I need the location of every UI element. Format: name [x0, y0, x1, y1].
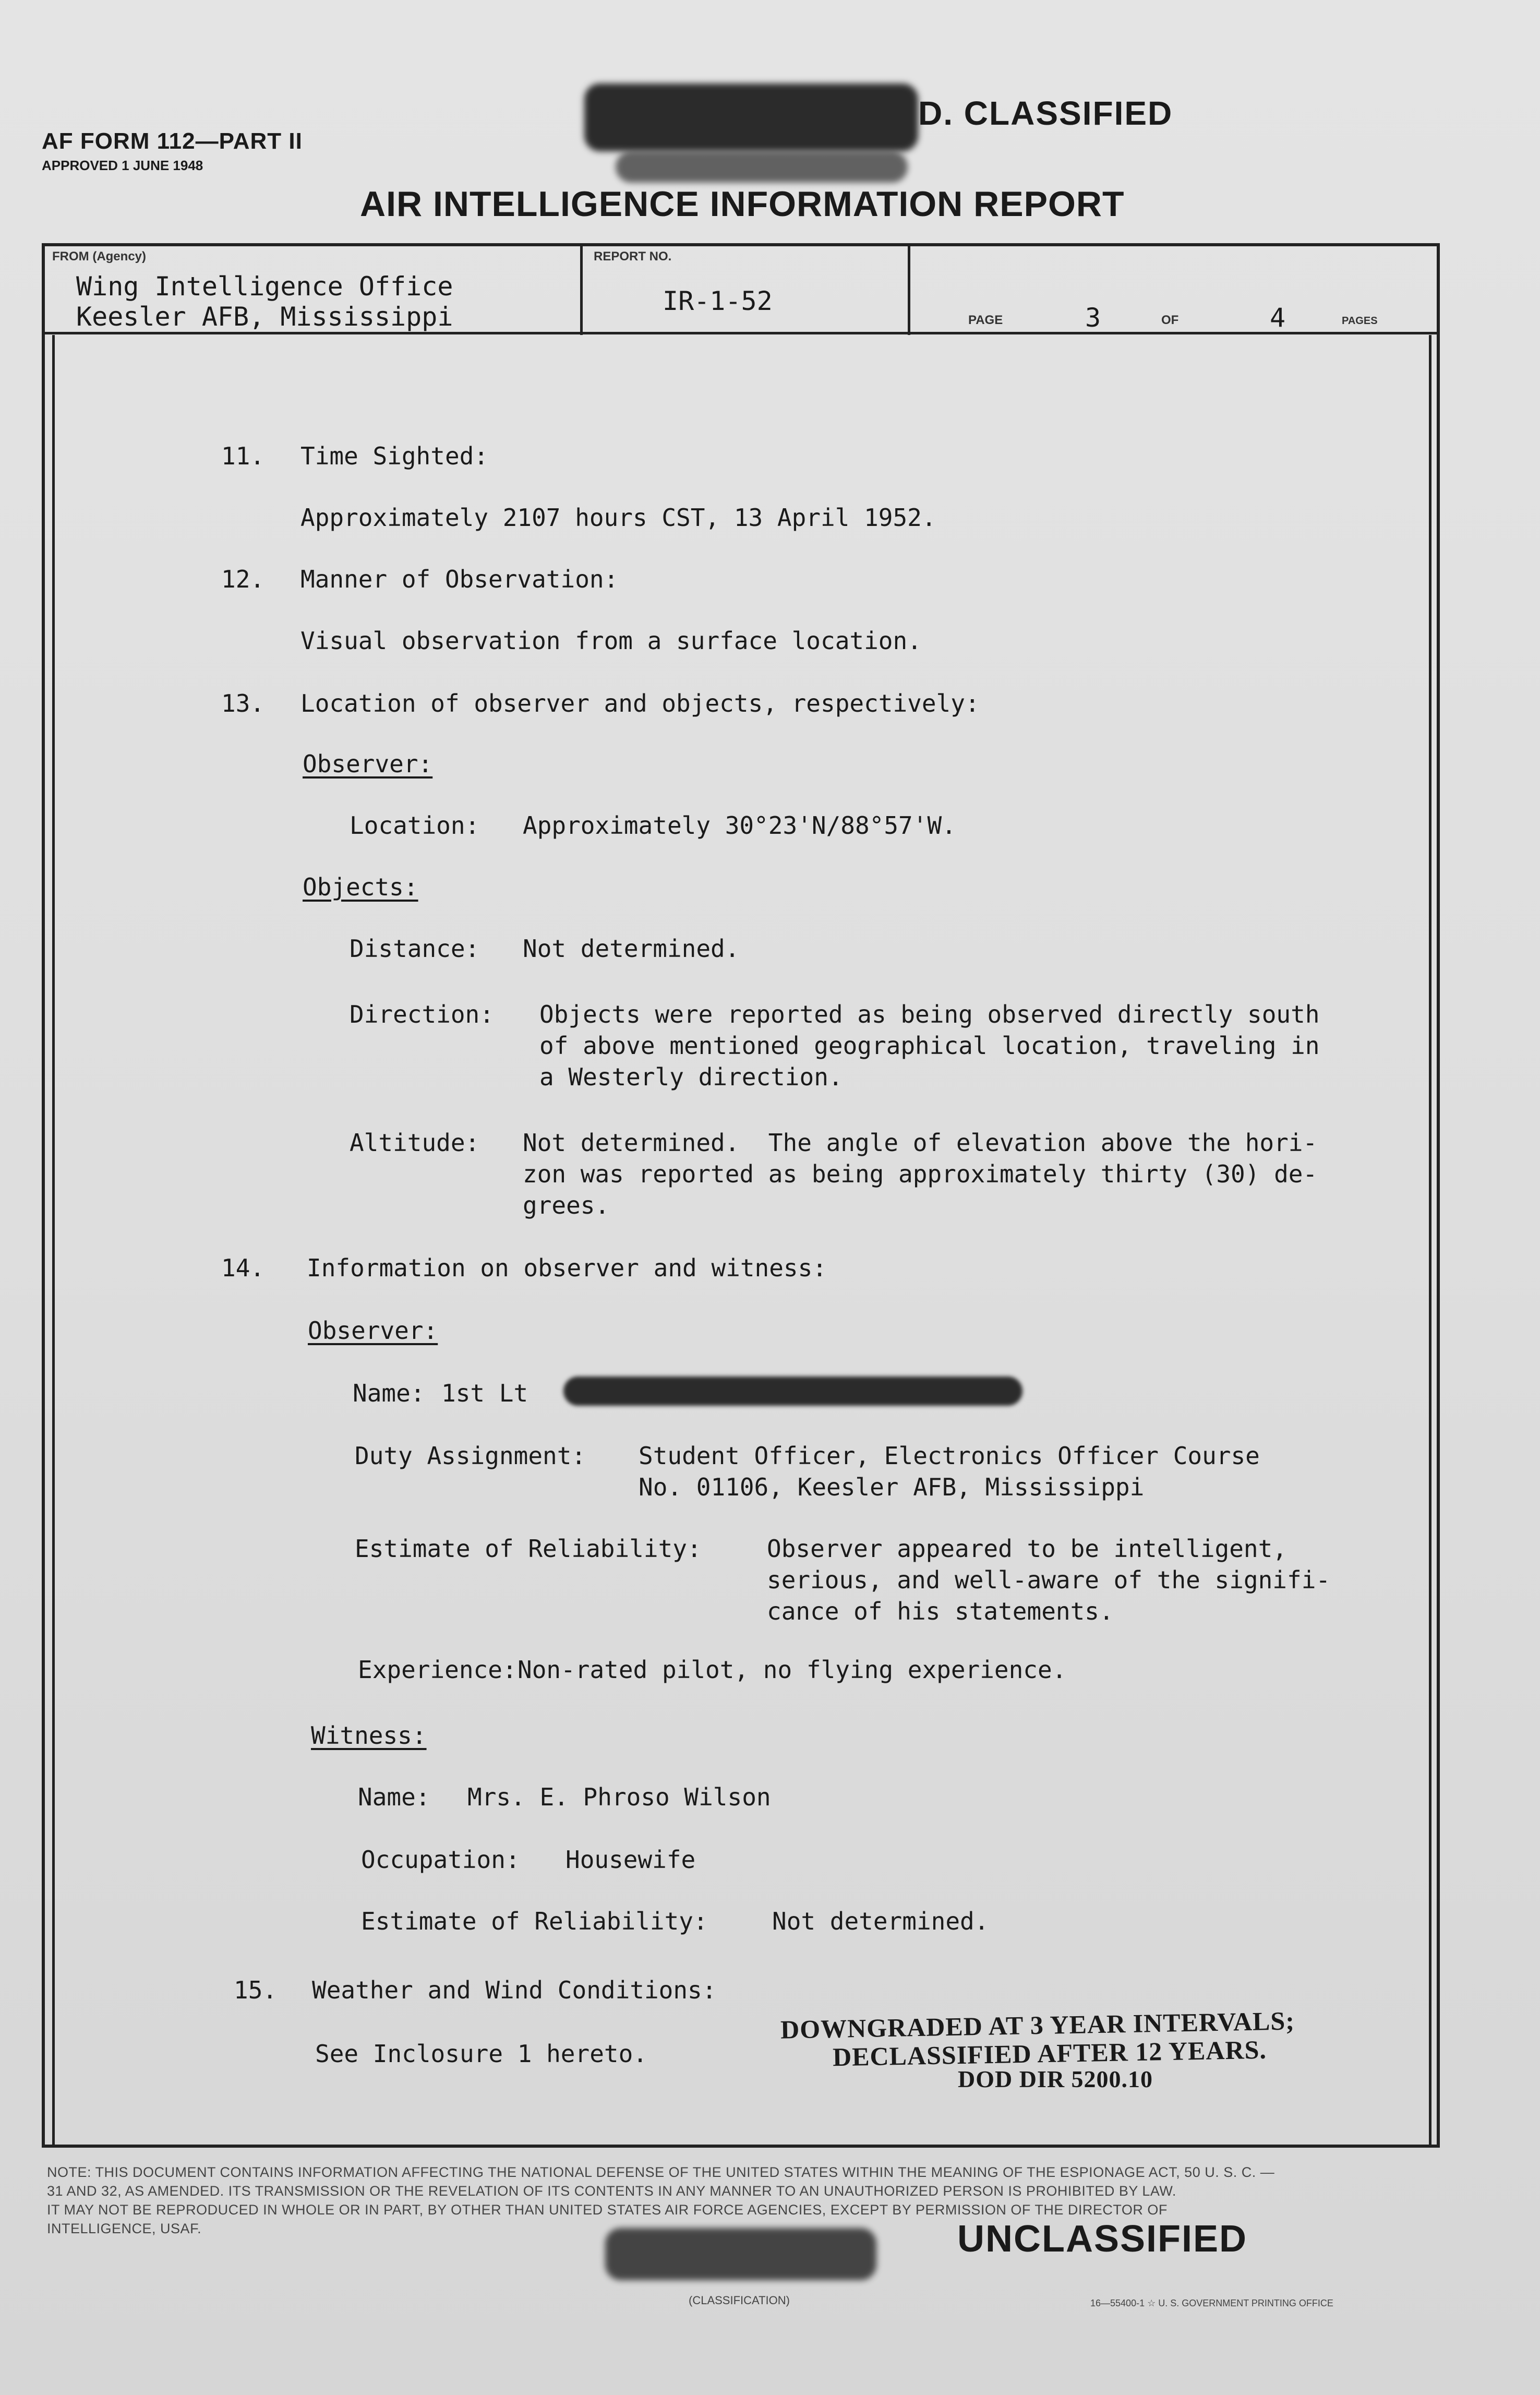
experience-value: Non-rated pilot, no flying experience.: [518, 1656, 1067, 1684]
from-label: FROM (Agency): [52, 249, 146, 264]
reliability-line-3: cance of his statements.: [767, 1597, 1114, 1625]
note-line-2: 31 AND 32, AS AMENDED. ITS TRANSMISSION OR THE REVELATION OF ITS CONTENTS IN ANY MANNER TO AN UNAUTHORIZED PERSON IS PROHIBITED BY LAW.: [47, 2183, 1176, 2199]
of-label: OF: [1161, 313, 1179, 327]
from-line-2: Keesler AFB, Mississippi: [76, 302, 453, 332]
section-12-heading: Manner of Observation:: [300, 565, 619, 593]
observer-heading: Observer:: [303, 750, 433, 778]
name-redaction: [563, 1376, 1022, 1406]
stamp-line-2: DECLASSIFIED AFTER 12 YEARS.: [832, 2034, 1267, 2072]
section-11-heading: Time Sighted:: [300, 442, 489, 470]
duty-label: Duty Assignment:: [355, 1442, 586, 1470]
section-13-heading: Location of observer and objects, respectively:: [300, 689, 980, 717]
reliability-line-2: serious, and well-aware of the signifi-: [767, 1566, 1331, 1594]
experience-label: Experience:: [358, 1656, 517, 1684]
section-15-number: 15.: [234, 1976, 278, 2004]
divider-report-page: [908, 243, 910, 335]
reliability-line-1: Observer appeared to be intelligent,: [767, 1535, 1287, 1563]
direction-line-3: a Westerly direction.: [539, 1063, 843, 1091]
footer-note: [47, 2163, 1476, 2238]
note-line-1: NOTE: THIS DOCUMENT CONTAINS INFORMATION AFFECTING THE NATIONAL DEFENSE OF THE UNITED STATES WITHIN THE MEANING OF THE ESPIONAGE ACT, 50 U. S. C. —: [47, 2164, 1275, 2180]
direction-label: Direction:: [350, 1000, 494, 1028]
page-label: PAGE: [968, 313, 1003, 327]
stamp-line-1: DOWNGRADED AT 3 YEAR INTERVALS;: [780, 2006, 1295, 2044]
classification-bottom: UNCLASSIFIED: [957, 2218, 1248, 2260]
inner-frame: [52, 335, 1431, 2148]
from-line-1: Wing Intelligence Office: [76, 271, 453, 302]
direction-line-1: Objects were reported as being observed directly south: [539, 1000, 1320, 1028]
section-14-number: 14.: [221, 1254, 265, 1282]
section-12-text: Visual observation from a surface location.: [300, 627, 922, 655]
stamp-line-3: DOD DIR 5200.10: [958, 2066, 1153, 2092]
observer-2-heading: Observer:: [308, 1316, 438, 1345]
redaction-top-2: [616, 151, 908, 183]
altitude-line-2: zon was reported as being approximately thirty (30) de-: [523, 1160, 1318, 1188]
header-divider: [45, 332, 1437, 334]
section-15-text: See Inclosure 1 hereto.: [315, 2040, 647, 2068]
altitude-line-1: Not determined. The angle of elevation above the hori-: [523, 1129, 1318, 1157]
redaction-top: [584, 83, 918, 151]
report-no-label: REPORT NO.: [594, 249, 672, 264]
altitude-label: Altitude:: [350, 1129, 480, 1157]
approved-date: APPROVED 1 JUNE 1948: [42, 158, 203, 173]
location-label: Location:: [350, 811, 480, 840]
direction-line-2: of above mentioned geographical location, traveling in: [539, 1032, 1320, 1060]
duty-line-2: No. 01106, Keesler AFB, Mississippi: [639, 1473, 1145, 1501]
printer-line: 16—55400-1 ☆ U. S. GOVERNMENT PRINTING OFFICE: [1090, 2298, 1333, 2308]
section-13-number: 13.: [221, 689, 265, 717]
occupation-label: Occupation:: [361, 1846, 520, 1874]
report-number: IR-1-52: [663, 286, 773, 316]
distance-value: Not determined.: [523, 935, 740, 963]
witness-heading: Witness:: [311, 1721, 427, 1750]
reliability-label: Estimate of Reliability:: [355, 1535, 702, 1563]
page-number: 3: [1085, 303, 1101, 333]
duty-line-1: Student Officer, Electronics Officer Course: [639, 1442, 1260, 1470]
form-number: AF FORM 112—PART II: [42, 128, 303, 154]
witness-name-value: Mrs. E. Phroso Wilson: [467, 1783, 771, 1811]
note-line-4: INTELLIGENCE, USAF.: [47, 2221, 202, 2236]
witness-name-label: Name:: [358, 1783, 430, 1811]
objects-heading: Objects:: [303, 873, 418, 901]
section-11-number: 11.: [221, 442, 265, 470]
pages-label: PAGES: [1342, 315, 1378, 327]
name-label: Name:: [353, 1379, 425, 1407]
distance-label: Distance:: [350, 935, 480, 963]
classification-caption: (CLASSIFICATION): [689, 2294, 790, 2307]
page-total: 4: [1270, 303, 1286, 333]
section-14-heading: Information on observer and witness:: [307, 1254, 827, 1282]
altitude-line-3: grees.: [523, 1191, 610, 1219]
name-value: 1st Lt: [441, 1379, 528, 1407]
location-value: Approximately 30°23'N/88°57'W.: [523, 811, 956, 840]
classification-top: D. CLASSIFIED: [918, 94, 1173, 132]
redaction-bottom: [605, 2228, 876, 2280]
section-15-heading: Weather and Wind Conditions:: [312, 1976, 717, 2004]
report-title: AIR INTELLIGENCE INFORMATION REPORT: [360, 184, 1125, 224]
divider-from-report: [580, 243, 583, 335]
section-11-text: Approximately 2107 hours CST, 13 April 1952.: [300, 504, 936, 532]
section-12-number: 12.: [221, 565, 265, 593]
note-line-3: IT MAY NOT BE REPRODUCED IN WHOLE OR IN PART, BY OTHER THAN UNITED STATES AIR FORCE AGENCIES, EXCEPT BY PERMISSION OF THE DIRECTOR OF: [47, 2202, 1168, 2218]
occupation-value: Housewife: [566, 1846, 696, 1874]
witness-reliability-value: Not determined.: [772, 1907, 989, 1935]
witness-reliability-label: Estimate of Reliability:: [361, 1907, 708, 1935]
